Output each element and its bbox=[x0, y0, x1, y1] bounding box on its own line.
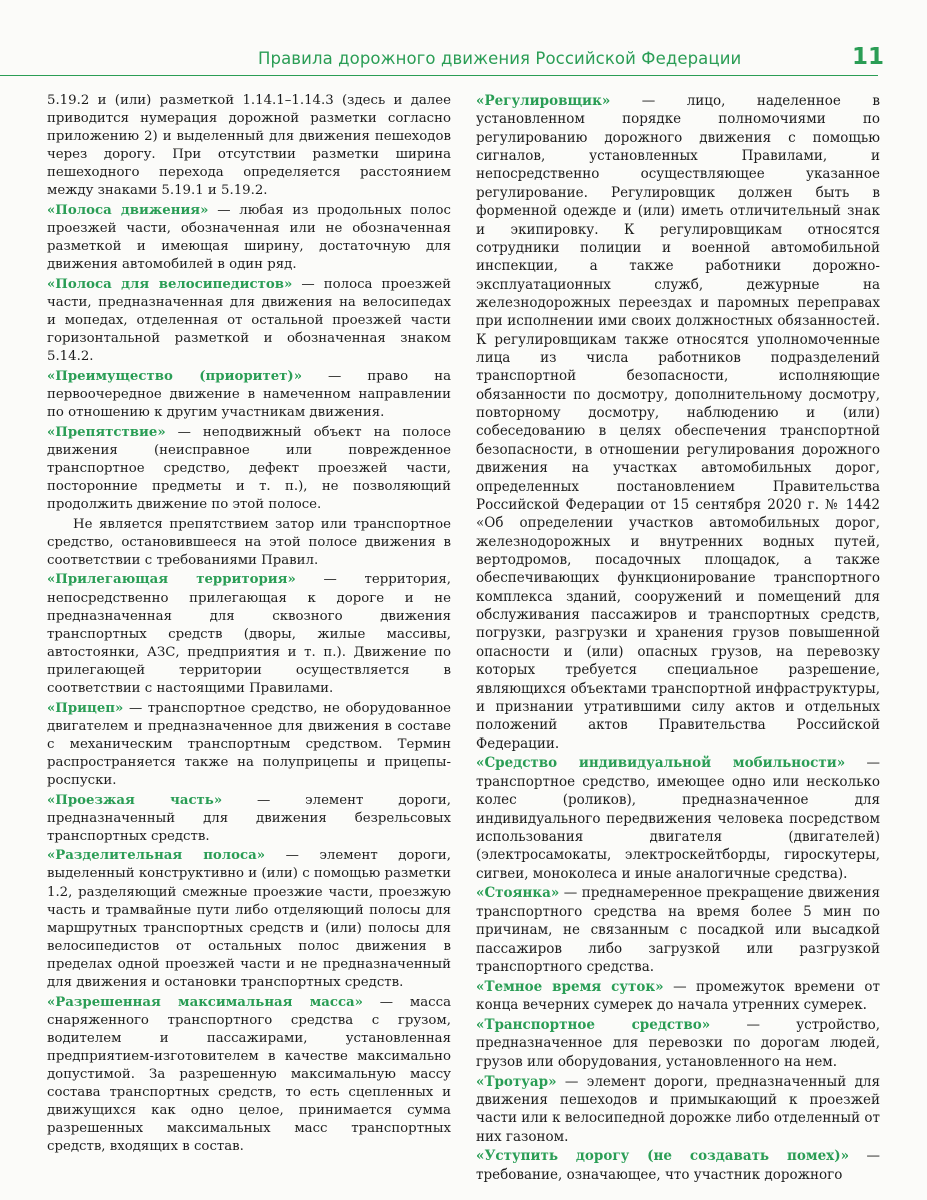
definition-term: «Средство индивидуальной мобильности» bbox=[476, 755, 846, 772]
definition-entry bbox=[47, 368, 451, 422]
definition-entry bbox=[47, 571, 451, 698]
definition-entry bbox=[476, 754, 880, 883]
definition-entry bbox=[47, 276, 451, 366]
definition-text: — элемент дороги, предназначенный для движения безрельсовых транспортных средств. bbox=[47, 792, 451, 844]
definition-text: — элемент дороги, выделенный конструктивно и (или) с помощью разметки 1.2, разделяющий смежные проезжие части, проезжую часть и трамвайные пути либо отделяющий полосы для маршрутных транспортных средств и (или) полосы для велосипедистов от остальных полос движения в пределах одной проезжей части и не предназначенный для движения и остановки транспортных средств. bbox=[47, 848, 451, 990]
definition-entry bbox=[476, 1073, 880, 1146]
definition-text: — территория, непосредственно прилегающая к дороге и не предназначенная для сквозного движения транспортных средств (дворы, жилые массивы, автостоянки, АЗС, предприятия и т. п.). Движение по прилегающей территории осуществляется в соответствии с настоящими Правилами. bbox=[47, 572, 451, 696]
definition-term: «Разделительная полоса» bbox=[47, 848, 266, 864]
definition-text: — неподвижный объект на полосе движения (неисправное или поврежденное транспортное средство, дефект проезжей части, посторонние предметы и т. п.), не позволяющий продолжить движение по этой полосе. bbox=[47, 424, 451, 513]
definition-entry bbox=[47, 994, 451, 1157]
definition-entry bbox=[47, 847, 451, 992]
definition-text: — полоса проезжей части, предназначенная для движения на велосипедах и мопедах, отделенная от остальной проезжей части горизонтальной разметкой и обозначенная знаком 5.14.2. bbox=[47, 276, 451, 365]
definition-term: «Темное время суток» bbox=[476, 978, 664, 995]
definition-term: «Полоса движения» bbox=[47, 203, 209, 219]
definition-entry bbox=[476, 92, 880, 753]
right-column bbox=[476, 92, 880, 1186]
definition-continuation bbox=[47, 92, 451, 201]
definition-term: «Разрешенная максимальная масса» bbox=[47, 994, 363, 1010]
definition-text: — устройство, предназначенное для перевозки по дорогам людей, грузов или оборудования, установленного на нем. bbox=[476, 1016, 880, 1070]
definition-text: — промежуток времени от конца вечерних сумерек до начала утренних сумерек. bbox=[476, 978, 880, 1014]
definition-entry bbox=[47, 700, 451, 790]
definition-text: — любая из продольных полос проезжей части, обозначенная или не обозначенная разметкой и имеющая ширину, достаточную для движения автомобилей в один ряд. bbox=[47, 203, 451, 273]
definition-text: — транспортное средство, не оборудованное двигателем и предназначенное для движения в составе с механическим транспортным средством. Термин распространяется также на полуприцепы и прицепы-роспуски. bbox=[47, 700, 451, 788]
definition-term: «Прицеп» bbox=[47, 700, 124, 716]
left-column bbox=[47, 92, 451, 1158]
definition-entry bbox=[476, 1016, 880, 1071]
definition-text: Не является препятствием затор или транспортное средство, остановившееся на этой полосе движения в соответствии с требованиями Правил. bbox=[47, 516, 451, 568]
definition-text: — требование, означающее, что участник дорожного bbox=[476, 1148, 881, 1183]
definition-term: «Прилегающая территория» bbox=[47, 572, 296, 588]
page-header bbox=[0, 0, 927, 96]
definition-entry bbox=[47, 792, 451, 846]
definition-text: — лицо, наделенное в установленном порядке полномочиями по регулированию дорожного движения с помощью сигналов, установленных Правилами, и непосредственно осуществляющее указанное регулирование. Регулировщик должен быть в форменной одежде и (или) иметь отличительный знак и экипировку. К регулировщикам относятся сотрудники полиции и военной автомобильной инспекции, а также работники дорожно-эксплуатационных служб, дежурные на железнодорожных переездах и паромных переправах при исполнении ими своих должностных обязанностей. К регулировщикам также относятся уполномоченные лица из числа работников подразделений транспортной безопасности, исполняющие обязанности по досмотру, дополнительному досмотру, повторному досмотру, наблюдению и (или) собеседованию в целях обеспечения транспортной безопасности, в отношении регулирования дорожного движения на участках автомобильных дорог, определенных постановлением Правительства Российской Федерации от 15 сентября 2020 г. № 1442 «Об определении участков автомобильных дорог, железнодорожных и внутренних водных путей, вертодромов, посадочных площадок, а также обеспечивающих функционирование транспортного комплекса зданий, сооружений и помещений для обслуживания пассажиров и транспортных средств, погрузки, разгрузки и хранения грузов повышенной опасности и (или) опасных грузов, на перевозку которых требуется специальное разрешение, являющихся объектами транспортной инфраструктуры, и признании утратившими силу актов и отдельных положений актов Правительства Российской Федерации. bbox=[476, 93, 880, 752]
definition-note bbox=[47, 516, 451, 570]
definition-entry bbox=[47, 424, 451, 514]
definition-term: «Тротуар» bbox=[476, 1073, 557, 1090]
page-number: 11 bbox=[852, 44, 885, 70]
definition-text: — транспортное средство, имеющее одно или несколько колес (роликов), предназначенное для индивидуального передвижения человека посредством использования двигателя (двигателей) (электросамокаты, электроскейтборды, гироскутеры, сигвеи, моноколеса и иные аналогичные средства). bbox=[476, 755, 880, 882]
definition-term: «Регулировщик» bbox=[476, 93, 611, 109]
definition-term: «Полоса для велосипедистов» bbox=[47, 276, 293, 292]
definition-entry bbox=[476, 1147, 880, 1184]
definition-entry bbox=[47, 202, 451, 274]
definition-term: «Препятствие» bbox=[47, 424, 166, 440]
definition-term: «Уступить дорогу (не создавать помех)» bbox=[476, 1148, 850, 1165]
definition-term: «Транспортное средство» bbox=[476, 1016, 711, 1033]
definition-text: — элемент дороги, предназначенный для движения пешеходов и примыкающий к проезжей части или к велосипедной дорожке либо отделенный от них газоном. bbox=[476, 1073, 881, 1145]
header-divider bbox=[0, 75, 878, 76]
definition-text: — преднамеренное прекращение движения транспортного средства на время более 5 мин по причинам, не связанным с посадкой или высадкой пассажиров либо загрузкой или разгрузкой транспортного средства. bbox=[476, 885, 880, 975]
definition-term: «Стоянка» bbox=[476, 885, 560, 902]
definition-text: 5.19.2 и (или) разметкой 1.14.1–1.14.3 (здесь и далее приводится нумерация дорожной разметки согласно приложению 2) и выделенный для движения пешеходов через дорогу. При отсутствии разметки ширина пешеходного перехода определяется расстоянием между знаками 5.19.1 и 5.19.2. bbox=[47, 93, 451, 199]
definition-text: — право на первоочередное движение в намеченном направлении по отношению к другим участникам движения. bbox=[47, 368, 451, 421]
definition-entry bbox=[476, 884, 880, 976]
definition-text: — масса снаряженного транспортного средства с грузом, водителем и пассажирами, установленная предприятием-изготовителем в качестве максимально допустимой. За разрешенную максимальную массу состава транспортных средств, то есть сцепленных и движущихся как одно целое, принимается сумма разрешенных максимальных масс транспортных средств, входящих в состав. bbox=[47, 994, 451, 1155]
definition-term: «Преимущество (приоритет)» bbox=[47, 368, 303, 384]
definition-term: «Проезжая часть» bbox=[47, 792, 223, 808]
running-title: Правила дорожного движения Российской Федерации bbox=[258, 49, 742, 68]
definition-entry bbox=[476, 978, 880, 1015]
